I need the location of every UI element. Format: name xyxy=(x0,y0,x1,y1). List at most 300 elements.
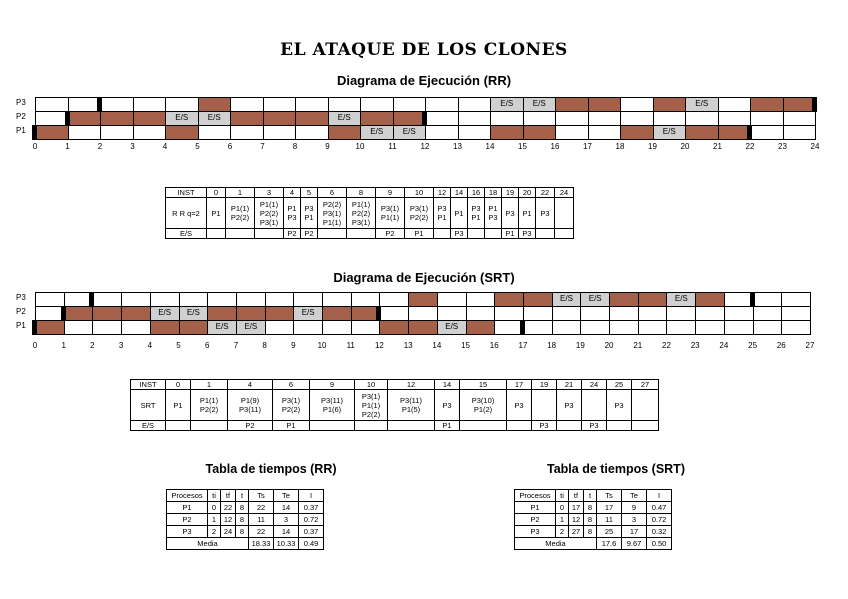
rr-idle-cell xyxy=(490,111,524,126)
srt-times-cell: tf xyxy=(569,490,584,502)
srt-times-cell: 8 xyxy=(584,514,597,526)
srt-times-cell: 0.47 xyxy=(647,502,672,514)
rr-times-cell: 24 xyxy=(221,526,236,538)
srt-table-cell: 25 xyxy=(607,380,632,390)
rr-idle-cell xyxy=(100,97,134,112)
rr-idle-cell xyxy=(783,111,817,126)
srt-times-cell: 11 xyxy=(597,514,622,526)
rr-table-cell: 14 xyxy=(451,188,468,198)
rr-times-cell: t xyxy=(236,490,249,502)
rr-times-cell: 12 xyxy=(221,514,236,526)
srt-times-cell: Procesos xyxy=(515,490,556,502)
srt-axis-tick: 6 xyxy=(204,341,210,350)
srt-axis-tick: 11 xyxy=(346,341,355,350)
srt-table-cell: 14 xyxy=(435,380,460,390)
srt-axis-tick: 23 xyxy=(690,341,700,350)
rr-times-media-cell: 18.33 xyxy=(249,538,274,550)
srt-event-marker xyxy=(376,306,381,321)
rr-axis-tick: 13 xyxy=(453,142,462,151)
rr-times-media-cell: 0.49 xyxy=(299,538,324,550)
srt-run-cell xyxy=(322,306,352,321)
srt-times-media-cell: Media xyxy=(515,538,597,550)
rr-idle-cell xyxy=(425,125,459,140)
rr-idle-cell xyxy=(588,125,622,140)
srt-table-cell: P1(1) P2(2) xyxy=(191,390,228,421)
srt-axis-tick: 5 xyxy=(176,341,181,350)
rr-idle-cell xyxy=(263,97,297,112)
rr-table-cell: P3 xyxy=(536,198,555,229)
rr-table-cell xyxy=(555,198,574,229)
srt-axis-tick: 16 xyxy=(489,341,499,350)
rr-run-cell xyxy=(100,111,134,126)
srt-io-cell: E/S xyxy=(552,292,582,307)
rr-axis-tick: 15 xyxy=(518,142,527,151)
rr-times-media-row xyxy=(167,538,324,550)
srt-row-label: P2 xyxy=(16,307,26,316)
rr-idle-cell xyxy=(718,111,752,126)
rr-table-cell: P3 P1 xyxy=(434,198,451,229)
srt-table-cell xyxy=(460,421,507,431)
rr-table-cell: 9 xyxy=(376,188,405,198)
srt-axis-tick: 13 xyxy=(403,341,413,350)
rr-axis-tick: 22 xyxy=(745,142,755,151)
rr-diagram-title: Diagrama de Ejecución (RR) xyxy=(336,73,512,88)
srt-state-table xyxy=(130,379,659,431)
srt-times-cell: t xyxy=(584,490,597,502)
srt-idle-cell xyxy=(351,292,381,307)
srt-times-cell: Te xyxy=(622,490,647,502)
rr-axis-tick: 11 xyxy=(388,142,397,151)
rr-idle-cell xyxy=(295,97,329,112)
srt-times-cell: 1 xyxy=(556,514,569,526)
rr-run-cell xyxy=(393,111,427,126)
srt-times-cell: I xyxy=(647,490,672,502)
rr-run-cell xyxy=(360,111,394,126)
srt-table-cell xyxy=(310,421,355,431)
srt-idle-cell xyxy=(408,306,438,321)
rr-times-cell: 0.72 xyxy=(299,514,324,526)
rr-table-cell: P3(1) P2(2) xyxy=(405,198,434,229)
rr-idle-cell xyxy=(555,125,589,140)
srt-times-cell: Ts xyxy=(597,490,622,502)
srt-io-cell: E/S xyxy=(150,306,180,321)
srt-table-cell xyxy=(557,421,582,431)
srt-idle-cell xyxy=(207,292,237,307)
rr-idle-cell xyxy=(230,125,264,140)
srt-table-cell xyxy=(632,421,659,431)
rr-idle-cell xyxy=(588,111,622,126)
rr-event-marker xyxy=(97,97,102,112)
srt-idle-cell xyxy=(580,306,610,321)
rr-run-cell xyxy=(653,97,687,112)
rr-idle-cell xyxy=(133,125,167,140)
rr-table-cell: R R q=2 xyxy=(166,198,207,229)
srt-run-cell xyxy=(207,306,237,321)
srt-run-cell xyxy=(695,292,725,307)
srt-run-cell xyxy=(408,292,438,307)
srt-times-cell: 0.72 xyxy=(647,514,672,526)
rr-event-marker xyxy=(422,111,427,126)
srt-table-cell: P3 xyxy=(435,390,460,421)
srt-idle-cell xyxy=(781,320,811,335)
rr-axis-tick: 16 xyxy=(550,142,560,151)
srt-io-cell: E/S xyxy=(236,320,266,335)
srt-table-cell: P1 xyxy=(435,421,460,431)
srt-run-cell xyxy=(236,306,266,321)
srt-table-cell: 19 xyxy=(532,380,557,390)
srt-table-cell: P3 xyxy=(607,390,632,421)
rr-axis-tick: 23 xyxy=(778,142,787,151)
rr-idle-cell xyxy=(783,125,817,140)
srt-axis-tick: 18 xyxy=(547,341,557,350)
rr-idle-cell xyxy=(653,111,687,126)
rr-times-cell: 0.37 xyxy=(299,502,324,514)
srt-axis-tick: 25 xyxy=(748,341,758,350)
srt-axis-tick: 15 xyxy=(461,341,470,350)
rr-run-cell xyxy=(620,125,654,140)
srt-run-cell xyxy=(35,320,65,335)
rr-idle-cell xyxy=(198,125,232,140)
rr-table-cell: 12 xyxy=(434,188,451,198)
rr-idle-cell xyxy=(68,97,102,112)
srt-table-cell: 12 xyxy=(388,380,435,390)
srt-axis-tick: 17 xyxy=(518,341,528,350)
srt-idle-cell xyxy=(466,292,496,307)
srt-axis-tick: 8 xyxy=(262,341,267,350)
rr-idle-cell xyxy=(750,125,784,140)
srt-table-cell: 0 xyxy=(166,380,191,390)
rr-state-table xyxy=(165,187,574,239)
rr-table-cell: P1 P3 xyxy=(284,198,301,229)
rr-table-cell: 3 xyxy=(255,188,284,198)
rr-table-row xyxy=(166,229,574,239)
srt-table-cell xyxy=(532,390,557,421)
main-title: EL ATAQUE DE LOS CLONES xyxy=(280,40,568,60)
srt-times-cell: ti xyxy=(556,490,569,502)
rr-run-cell xyxy=(295,111,329,126)
srt-times-cell: 12 xyxy=(569,514,584,526)
rr-idle-cell xyxy=(425,111,459,126)
srt-table-cell: 27 xyxy=(632,380,659,390)
rr-table-cell: P1 xyxy=(451,198,468,229)
rr-idle-cell xyxy=(263,125,297,140)
srt-times-cell: 2 xyxy=(556,526,569,538)
srt-axis-tick: 12 xyxy=(374,341,384,350)
srt-idle-cell xyxy=(638,306,668,321)
srt-idle-cell xyxy=(695,320,725,335)
srt-axis-tick: 9 xyxy=(291,341,296,350)
rr-times-cell: ti xyxy=(208,490,221,502)
srt-idle-cell xyxy=(523,320,553,335)
rr-idle-cell xyxy=(458,125,492,140)
rr-io-cell: E/S xyxy=(523,97,557,112)
srt-table-cell: P3(10) P1(2) xyxy=(460,390,507,421)
rr-idle-cell xyxy=(328,97,362,112)
rr-times-cell: tf xyxy=(221,490,236,502)
rr-times-row xyxy=(167,514,324,526)
rr-idle-cell xyxy=(230,97,264,112)
rr-table-cell: INST xyxy=(166,188,207,198)
srt-times-cell: 17 xyxy=(622,526,647,538)
rr-table-cell: 4 xyxy=(284,188,301,198)
rr-idle-cell xyxy=(35,97,69,112)
srt-times-title: Tabla de tiempos (SRT) xyxy=(547,462,685,476)
srt-idle-cell xyxy=(638,320,668,335)
srt-times-row xyxy=(515,502,672,514)
srt-idle-cell xyxy=(437,292,467,307)
srt-table-cell: E/S xyxy=(131,421,166,431)
rr-axis-tick: 19 xyxy=(648,142,657,151)
srt-table-cell: 15 xyxy=(460,380,507,390)
rr-table-cell: P3 xyxy=(502,198,519,229)
srt-run-cell xyxy=(379,320,409,335)
rr-axis-tick: 1 xyxy=(65,142,70,151)
rr-run-cell xyxy=(523,125,557,140)
srt-idle-cell xyxy=(265,292,295,307)
srt-idle-cell xyxy=(265,320,295,335)
rr-axis-tick: 17 xyxy=(583,142,592,151)
rr-axis-tick: 0 xyxy=(32,142,38,151)
rr-idle-cell xyxy=(458,111,492,126)
rr-idle-cell xyxy=(100,125,134,140)
rr-table-cell xyxy=(226,229,255,239)
rr-table-cell xyxy=(536,229,555,239)
rr-table-cell: P2 xyxy=(301,229,318,239)
srt-table-cell xyxy=(632,390,659,421)
srt-event-marker xyxy=(89,292,94,307)
srt-table-cell: P3(11) P1(5) xyxy=(388,390,435,421)
rr-table-cell: P2(2) P3(1) P1(1) xyxy=(318,198,347,229)
srt-table-row xyxy=(131,421,659,431)
rr-times-cell: 14 xyxy=(274,502,299,514)
rr-idle-cell xyxy=(555,111,589,126)
rr-times-cell: 8 xyxy=(236,526,249,538)
rr-table-cell: 20 xyxy=(519,188,536,198)
rr-event-marker xyxy=(747,125,752,140)
srt-axis-tick: 14 xyxy=(432,341,442,350)
srt-table-cell: P3(1) P1(1) P2(2) xyxy=(355,390,388,421)
rr-axis-tick: 7 xyxy=(260,142,265,151)
rr-table-cell xyxy=(485,229,502,239)
rr-row-label: P2 xyxy=(16,112,26,121)
rr-io-cell: E/S xyxy=(165,111,199,126)
rr-times-cell: 22 xyxy=(221,502,236,514)
rr-table-cell xyxy=(255,229,284,239)
srt-run-cell xyxy=(408,320,438,335)
rr-times-cell: 22 xyxy=(249,502,274,514)
srt-axis-tick: 24 xyxy=(719,341,729,350)
srt-table-cell: SRT xyxy=(131,390,166,421)
rr-table-cell: P1 xyxy=(519,198,536,229)
srt-idle-cell xyxy=(466,306,496,321)
srt-times-row xyxy=(515,514,672,526)
srt-table-cell: P3 xyxy=(507,390,532,421)
srt-table-cell: 21 xyxy=(557,380,582,390)
rr-table-cell xyxy=(318,229,347,239)
srt-times-cell: 9 xyxy=(622,502,647,514)
rr-idle-cell xyxy=(68,125,102,140)
rr-axis-tick: 20 xyxy=(680,142,690,151)
srt-idle-cell xyxy=(236,292,266,307)
srt-axis-tick: 26 xyxy=(776,341,786,350)
rr-table-cell: 18 xyxy=(485,188,502,198)
srt-idle-cell xyxy=(351,320,381,335)
rr-run-cell xyxy=(133,111,167,126)
srt-times-cell: 0.32 xyxy=(647,526,672,538)
rr-table-cell: P1 xyxy=(405,229,434,239)
rr-times-cell: 8 xyxy=(236,502,249,514)
rr-run-cell xyxy=(783,97,817,112)
srt-idle-cell xyxy=(179,292,209,307)
rr-table-cell: 8 xyxy=(347,188,376,198)
srt-axis-tick: 2 xyxy=(90,341,95,350)
rr-table-cell: P1 P3 xyxy=(485,198,502,229)
rr-event-marker xyxy=(812,97,817,112)
rr-axis-tick: 8 xyxy=(292,142,298,151)
srt-run-cell xyxy=(64,306,94,321)
rr-axis-tick: 18 xyxy=(615,142,625,151)
rr-table-cell xyxy=(347,229,376,239)
srt-idle-cell xyxy=(695,306,725,321)
srt-table-cell: 24 xyxy=(582,380,607,390)
rr-table-cell: P3 xyxy=(519,229,536,239)
srt-event-marker xyxy=(750,292,755,307)
srt-times-cell: 8 xyxy=(584,526,597,538)
srt-run-cell xyxy=(609,292,639,307)
srt-axis-tick: 4 xyxy=(147,341,153,350)
srt-row-label: P3 xyxy=(16,293,26,302)
srt-table-cell: P1 xyxy=(166,390,191,421)
rr-times-media-cell: 10.33 xyxy=(274,538,299,550)
rr-table-cell: 19 xyxy=(502,188,519,198)
srt-table-cell: 9 xyxy=(310,380,355,390)
rr-table-cell: P2 xyxy=(284,229,301,239)
rr-run-cell xyxy=(198,97,232,112)
srt-idle-cell xyxy=(753,320,783,335)
rr-table-cell: P1(1) P2(2) P3(1) xyxy=(255,198,284,229)
rr-run-cell xyxy=(718,125,752,140)
srt-table-cell xyxy=(355,421,388,431)
srt-times-cell: 25 xyxy=(597,526,622,538)
rr-idle-cell xyxy=(620,111,654,126)
srt-times-cell: P1 xyxy=(515,502,556,514)
rr-table-cell xyxy=(207,229,226,239)
rr-times-cell: P1 xyxy=(167,502,208,514)
srt-run-cell xyxy=(494,292,524,307)
srt-axis-tick: 21 xyxy=(633,341,643,350)
srt-diagram-title: Diagrama de Ejecución (SRT) xyxy=(333,270,515,285)
srt-idle-cell xyxy=(552,306,582,321)
rr-axis-tick: 24 xyxy=(810,142,820,151)
srt-io-cell: E/S xyxy=(207,320,237,335)
rr-table-cell: 5 xyxy=(301,188,318,198)
rr-axis-tick: 3 xyxy=(130,142,135,151)
rr-table-cell: 24 xyxy=(555,188,574,198)
srt-times-cell: 27 xyxy=(569,526,584,538)
srt-idle-cell xyxy=(35,292,65,307)
srt-idle-cell xyxy=(781,292,811,307)
srt-table-row xyxy=(131,390,659,421)
srt-times-media-cell: 9.67 xyxy=(622,538,647,550)
rr-io-cell: E/S xyxy=(360,125,394,140)
srt-table-cell: P3 xyxy=(532,421,557,431)
rr-table-cell xyxy=(555,229,574,239)
srt-idle-cell xyxy=(92,292,122,307)
rr-run-cell xyxy=(35,125,69,140)
srt-axis-tick: 20 xyxy=(604,341,614,350)
srt-times-cell: 17 xyxy=(569,502,584,514)
srt-table-cell: P1(9) P3(11) xyxy=(228,390,273,421)
srt-idle-cell xyxy=(494,306,524,321)
srt-table-cell xyxy=(507,421,532,431)
rr-idle-cell xyxy=(133,97,167,112)
rr-axis-tick: 14 xyxy=(485,142,495,151)
srt-table-cell xyxy=(388,421,435,431)
srt-axis-tick: 22 xyxy=(662,341,671,350)
srt-idle-cell xyxy=(523,306,553,321)
rr-times-cell: 2 xyxy=(208,526,221,538)
srt-idle-cell xyxy=(293,292,323,307)
rr-axis-tick: 9 xyxy=(325,142,330,151)
srt-table-cell: 6 xyxy=(273,380,310,390)
srt-times-media-row xyxy=(515,538,672,550)
srt-run-cell xyxy=(92,306,122,321)
rr-table-cell: P1(1) P2(2) P3(1) xyxy=(347,198,376,229)
srt-times-row xyxy=(515,526,672,538)
rr-table-cell: P1 xyxy=(502,229,519,239)
srt-table-cell xyxy=(191,421,228,431)
rr-run-cell xyxy=(230,111,264,126)
rr-times-cell: 1 xyxy=(208,514,221,526)
rr-times-table xyxy=(166,489,324,550)
srt-idle-cell xyxy=(121,292,151,307)
rr-axis-tick: 12 xyxy=(420,142,430,151)
rr-table-cell: 6 xyxy=(318,188,347,198)
rr-times-cell: Ts xyxy=(249,490,274,502)
srt-table-cell xyxy=(166,421,191,431)
srt-table-cell: 4 xyxy=(228,380,273,390)
rr-times-cell: 0 xyxy=(208,502,221,514)
rr-run-cell xyxy=(588,97,622,112)
srt-io-cell: E/S xyxy=(437,320,467,335)
rr-idle-cell xyxy=(750,111,784,126)
srt-io-cell: E/S xyxy=(293,306,323,321)
rr-times-cell: Procesos xyxy=(167,490,208,502)
rr-idle-cell xyxy=(458,97,492,112)
srt-idle-cell xyxy=(64,320,94,335)
srt-axis-tick: 0 xyxy=(32,341,38,350)
rr-times-row xyxy=(167,502,324,514)
rr-idle-cell xyxy=(685,111,719,126)
srt-run-cell xyxy=(179,320,209,335)
rr-table-cell: 10 xyxy=(405,188,434,198)
srt-axis-tick: 1 xyxy=(61,341,66,350)
srt-table-cell: P3(1) P2(2) xyxy=(273,390,310,421)
srt-table-cell xyxy=(607,421,632,431)
rr-run-cell xyxy=(263,111,297,126)
srt-axis-tick: 27 xyxy=(805,341,815,350)
rr-run-cell xyxy=(490,125,524,140)
rr-times-cell: I xyxy=(299,490,324,502)
srt-run-cell xyxy=(466,320,496,335)
rr-row-label: P3 xyxy=(16,98,26,107)
srt-table-cell: 10 xyxy=(355,380,388,390)
rr-times-cell: P3 xyxy=(167,526,208,538)
rr-times-cell: 22 xyxy=(249,526,274,538)
rr-run-cell xyxy=(555,97,589,112)
rr-table-cell: E/S xyxy=(166,229,207,239)
rr-axis-tick: 2 xyxy=(97,142,103,151)
